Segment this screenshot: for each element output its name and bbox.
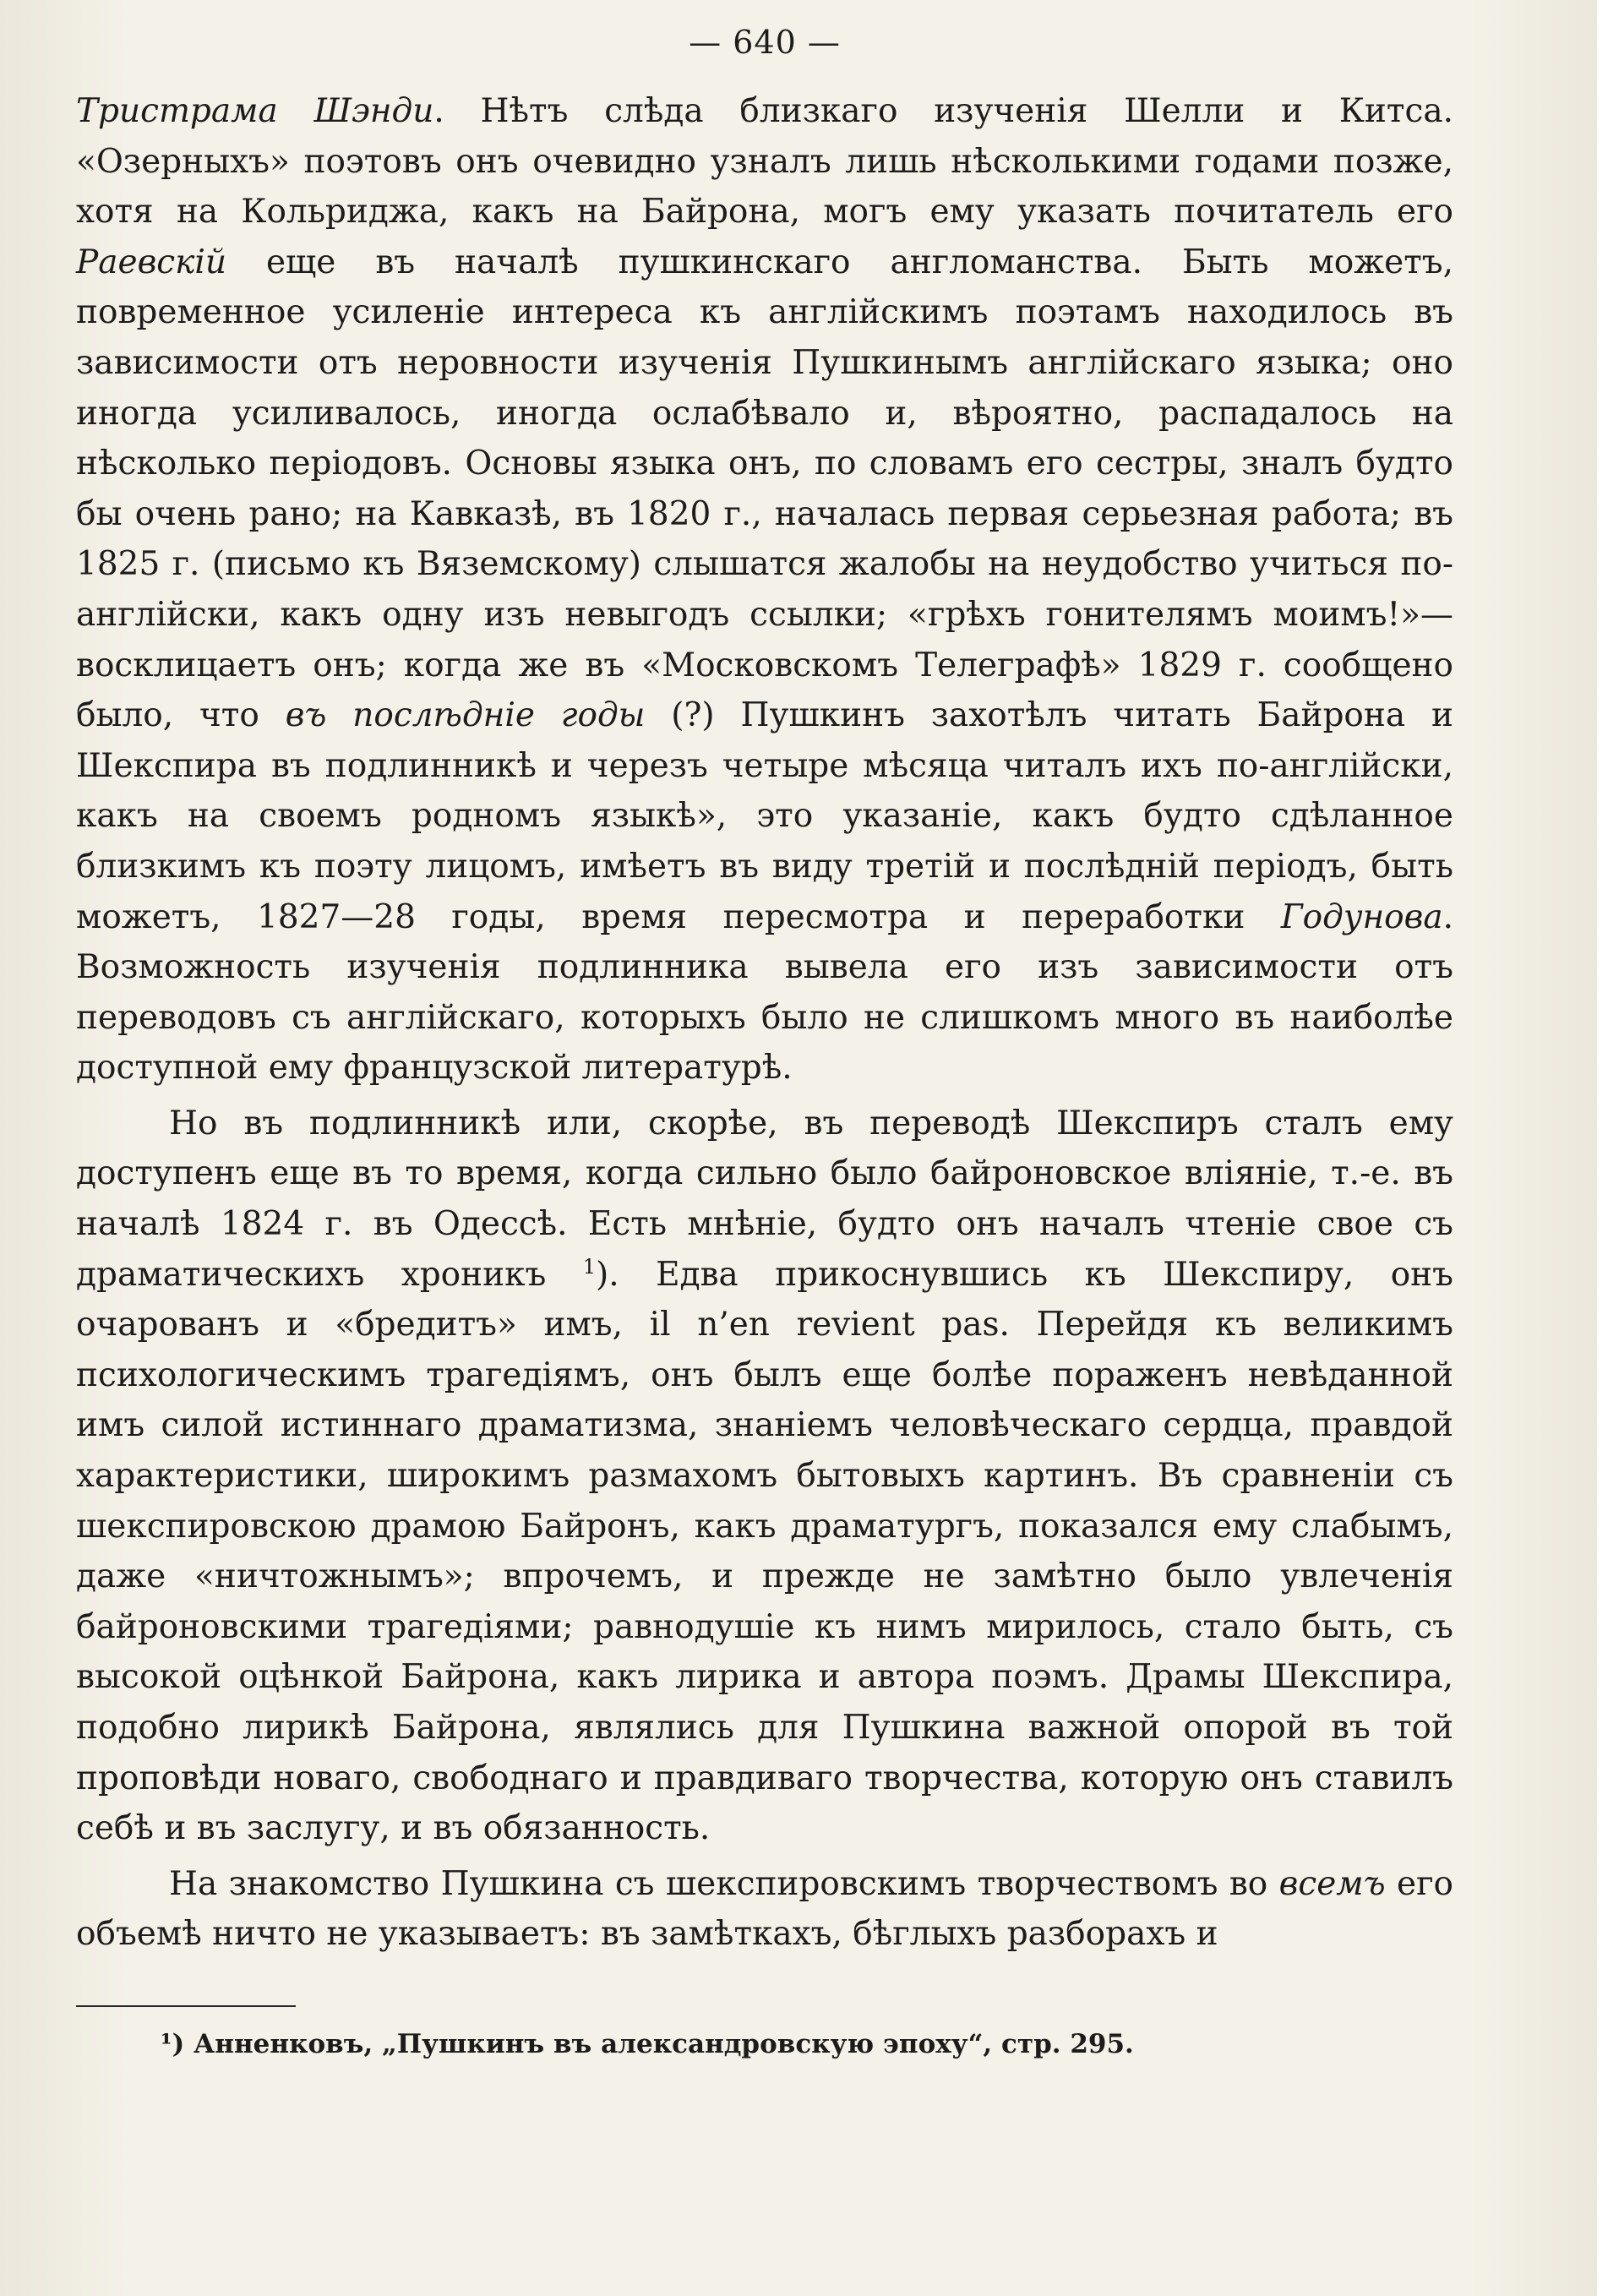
italic-title-tristram-shandy: Тристрама Шэнди (76, 92, 434, 130)
italic-title-godunov: Годунова (1280, 897, 1443, 936)
text-segment: На знакомство Пушкина съ шекспировскимъ творчествомъ во (169, 1864, 1279, 1903)
text-segment: Но въ подлинникѣ или, скорѣе, въ переводѣ Шекспиръ сталъ ему доступенъ еще въ то время, когда сильно было байроновское вліяніе, т.-е. въ началѣ 1824 г. въ Одессѣ. Есть мнѣніе, будто онъ началъ чтеніе свое съ драматическихъ хроникъ (76, 1104, 1453, 1294)
text-segment: ). Едва прикоснувшись къ Шекспиру, онъ очарованъ и «бредитъ» имъ, il n’en revient pas. Перейдя къ великимъ психологическимъ трагедіямъ, онъ былъ еще болѣе пораженъ невѣданной имъ силой истиннаго драматизма, знаніемъ человѣческаго сердца, правдой характеристики, широкимъ размахомъ бытовыхъ картинъ. Въ сравненіи съ шекспировскою драмою Байронъ, какъ драматургъ, показался ему слабымъ, даже «ничтожнымъ»; впрочемъ, и прежде не замѣтно было увлеченія байроновскими трагедіями; равнодушіе къ нимъ мирилось, стало быть, съ высокой оцѣнкой Байрона, какъ лирика и автора поэмъ. Драмы Шекспира, подобно лирикѣ Байрона, являлись для Пушкина важной опорой въ той проповѣди новаго, свободнаго и правдиваго творчества, которую онъ ставилъ себѣ и въ заслугу, и въ обязанность. (76, 1255, 1453, 1848)
paragraph-3 (76, 1859, 1453, 1960)
text-segment: (?) Пушкинъ захотѣлъ читать Байрона и Шекспира въ подлинникѣ и черезъ четыре мѣсяца читалъ ихъ по-англійски, какъ на своемъ родномъ языкѣ», это указаніе, какъ будто сдѣланное близкимъ къ поэту лицомъ, имѣетъ въ виду третій и послѣдній періодъ, быть можетъ, 1827—28 годы, время пересмотра и переработки (76, 696, 1453, 936)
italic-word-all: всемъ (1278, 1864, 1386, 1903)
italic-phrase-last-years: въ послѣдніе годы (285, 696, 646, 735)
footnote: ¹) Анненковъ, „Пушкинъ въ александровскую эпоху“, стр. 295. (161, 2028, 1134, 2059)
paragraph-1 (76, 86, 1453, 1093)
italic-name-raevsky: Раевскій (76, 243, 226, 281)
footnote-divider (76, 2005, 296, 2007)
body-text (76, 86, 1453, 1960)
paragraph-2 (76, 1099, 1453, 1854)
text-segment: . Нѣтъ слѣда близкаго изученія Шелли и Китса. «Озерныхъ» поэтовъ онъ очевидно узналъ лишь нѣсколькими годами позже, хотя на Кольриджа, какъ на Байрона, могъ ему указать почитатель его (76, 92, 1453, 232)
text-segment: его объемѣ ничто не указываетъ: въ замѣткахъ, бѣглыхъ разборахъ и (76, 1864, 1454, 1954)
text-segment: еще въ началѣ пушкинскаго англоманства. Быть можетъ, повременное усиленіе интереса къ англійскимъ поэтамъ находилось въ зависимости отъ неровности изученія Пушкинымъ англійскаго языка; оно иногда усиливалось, иногда ослабѣвало и, вѣроятно, распадалось на нѣсколько періодовъ. Основы языка онъ, по словамъ его сестры, зналъ будто бы очень рано; на Кавказѣ, въ 1820 г., началась первая серьезная работа; въ 1825 г. (письмо къ Вяземскому) слышатся жалобы на неудобство учиться по-англійски, какъ одну изъ невыгодъ ссылки; «грѣхъ гонителямъ моимъ!»—восклицаетъ онъ; когда же въ «Московскомъ Телеграфѣ» 1829 г. сообщено было, что (76, 243, 1453, 735)
footnote-reference: 1 (582, 1254, 597, 1279)
text-segment: . Возможность изученія подлинника вывела его изъ зависимости отъ переводовъ съ англійскаго, которыхъ было не слишкомъ много въ наиболѣе доступной ему французской литературѣ. (76, 897, 1453, 1088)
page-number: — 640 — (689, 24, 841, 61)
